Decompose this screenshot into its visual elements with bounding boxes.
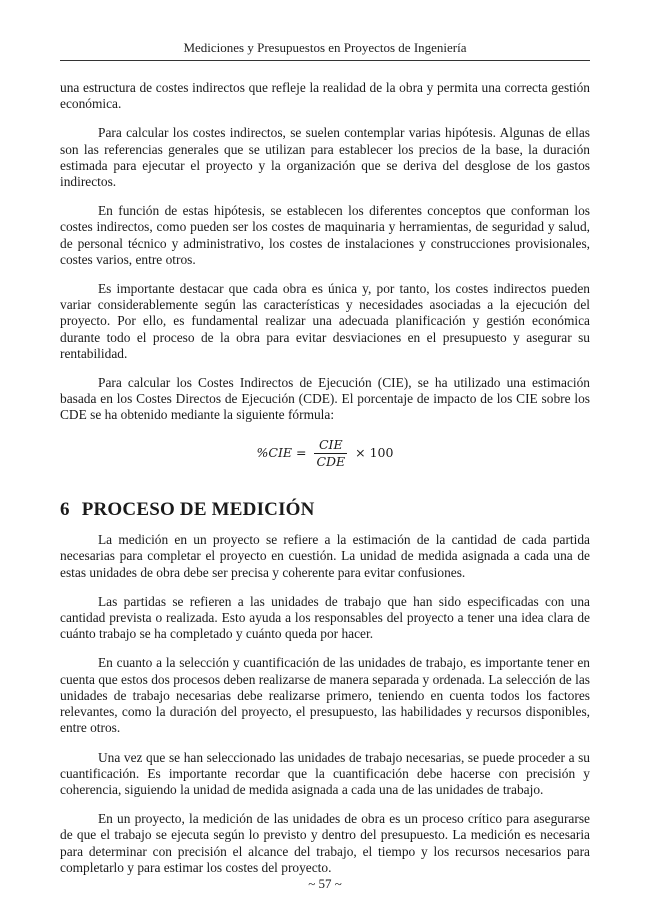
page-content — [60, 80, 590, 889]
section-number: 6 — [60, 499, 70, 521]
paragraph: Para calcular los Costes Indirectos de Ejecución (CIE), se ha utilizado una estimación basada en los Costes Directos de Ejecución (CDE). El porcentaje de impacto de los CIE sobre los CDE se ha obtenido mediante la siguiente fórmula: — [60, 375, 590, 423]
formula-fraction — [314, 437, 347, 470]
paragraph: Es importante destacar que cada obra es única y, por tanto, los costes indirectos pueden variar considerablemente según las características y necesidades asociadas a la ejecución del proyecto. Por ello, es fundamental realizar una adecuada planificación y gestión económica durante todo el proceso de la obra para evitar desviaciones en el presupuesto y asegurar su rentabilidad. — [60, 281, 590, 361]
section-heading — [60, 499, 590, 521]
cie-formula — [60, 437, 590, 470]
formula-lhs: %CIE = — [256, 444, 307, 460]
page-number: ~ 57 ~ — [308, 876, 342, 891]
paragraph: En función de estas hipótesis, se establecen los diferentes conceptos que conforman los costes indirectos, como pueden ser los costes de maquinaria y herramientas, de seguridad y salud, de personal técnico y administrativo, los costes de instalaciones y construcciones provisionales, costes varios, entre otros. — [60, 203, 590, 267]
paragraph: En cuanto a la selección y cuantificación de las unidades de trabajo, es importante tener en cuenta que estos dos procesos deben realizarse de manera separada y ordenada. La selección de las unidades de trabajo necesarias debe realizarse primero, teniendo en cuenta todos los factores relevantes, como la duración del proyecto, el presupuesto, las habilidades y recursos disponibles, entre otros. — [60, 655, 590, 736]
paragraph: Una vez que se han seleccionado las unidades de trabajo necesarias, se puede proceder a su cuantificación. Es importante recordar que la cuantificación debe hacerse con precisión y coherencia, siguiendo la unidad de medida asignada a cada una de las unidades de trabajo. — [60, 749, 590, 797]
section-title: PROCESO DE MEDICIÓN — [81, 499, 315, 521]
paragraph-continuation: una estructura de costes indirectos que refleje la realidad de la obra y permita una correcta gestión económica. — [60, 80, 590, 112]
running-header: Mediciones y Presupuestos en Proyectos de Ingeniería — [60, 40, 590, 61]
paragraph: Para calcular los costes indirectos, se suelen contemplar varias hipótesis. Algunas de ellas son las referencias generales que se utilizan para establecer los precios de la base, la duración estimada para ejecutar el proyecto y la organización que se deriva del desglose de los gastos indirectos. — [60, 125, 590, 190]
formula-rhs: × 100 — [355, 444, 394, 460]
paragraph: En un proyecto, la medición de las unidades de obra es un proceso crítico para asegurarse de que el trabajo se ejecuta según lo previsto y dentro del presupuesto. La medición es necesaria para determinar con precisión el alcance del trabajo, el tiempo y los recursos necesarios para completarlo y para estimar los costes del proyecto. — [60, 811, 590, 875]
paragraph: Las partidas se refieren a las unidades de trabajo que han sido especificadas con una cantidad prevista o realizada. Esto ayuda a los responsables del proyecto a tener una idea clara de cuánto trabajo se ha completado y cuánto queda por hacer. — [60, 593, 590, 642]
formula-denominator: CDE — [316, 453, 346, 469]
paragraph: La medición en un proyecto se refiere a la estimación de la cantidad de cada partida necesarias para completar el proyecto en cuestión. La unidad de medida asignada a cada una de estas unidades de obra debe ser precisa y coherente para evitar confusiones. — [60, 532, 590, 580]
formula-numerator: CIE — [314, 437, 347, 454]
